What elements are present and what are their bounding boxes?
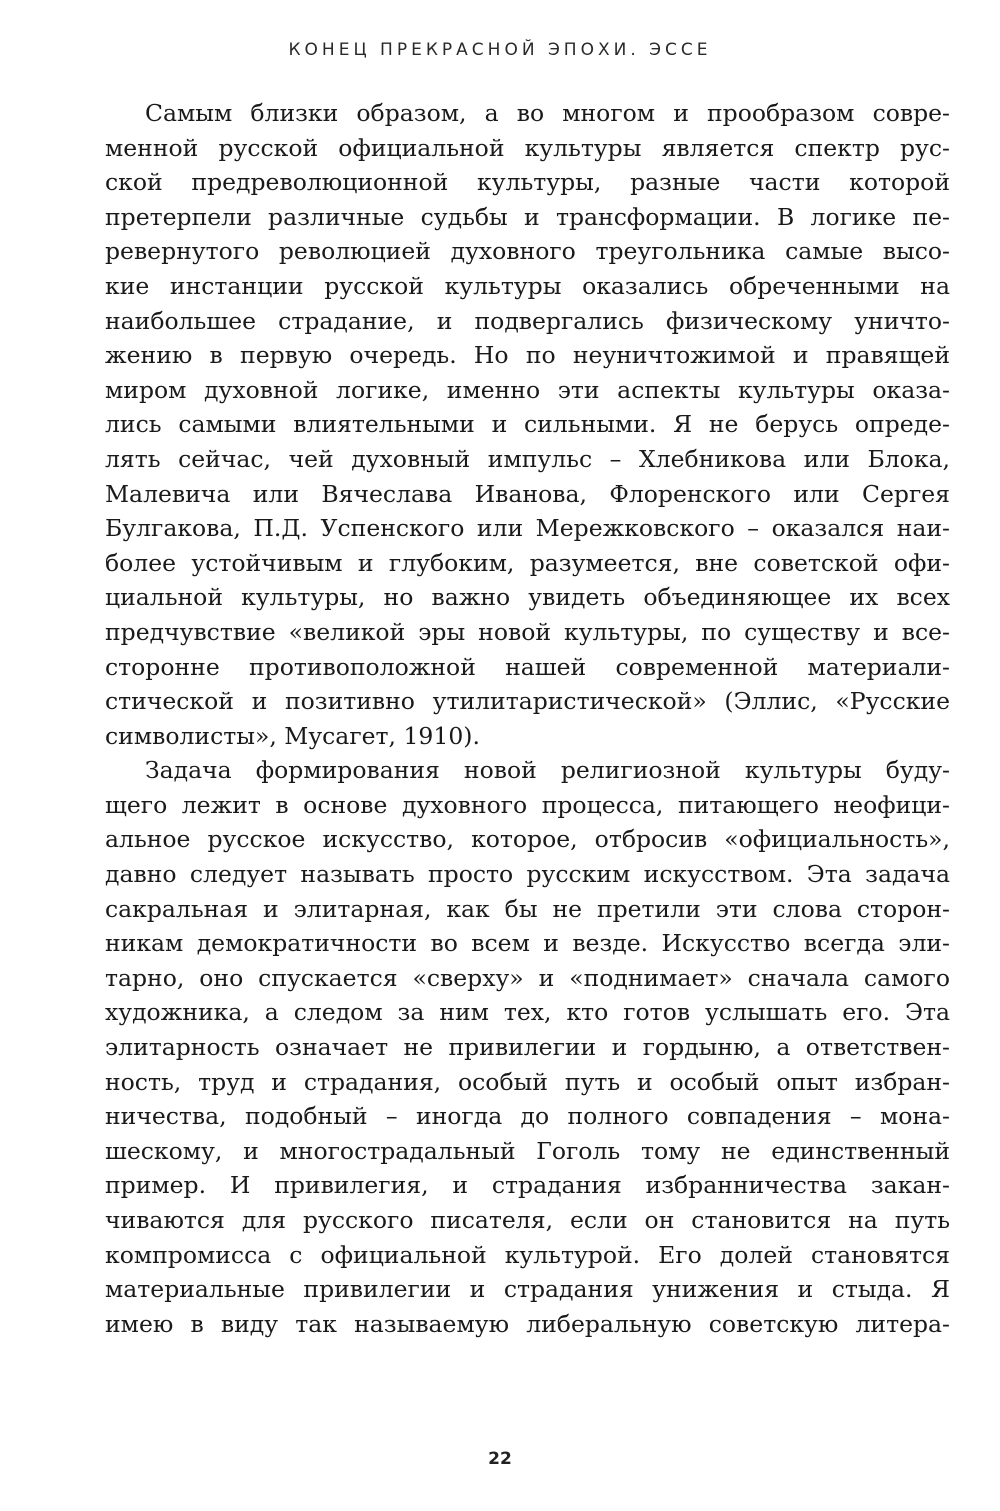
text-line: тарно, оно спускается «сверху» и «поднимает» сначала самого [105, 963, 950, 992]
text-line: жению в первую очередь. Но по неуничтожимой и правящей [105, 341, 950, 370]
text-line: Самым близки образом, а во многом и прообразом совре- [145, 99, 950, 127]
text-line: имею в виду так называемую либеральную советскую литера- [105, 1309, 950, 1338]
text-line: лять сейчас, чей духовный импульс – Хлебникова или Блока, [105, 444, 950, 473]
text-line: компромисса с официальной культурой. Его долей становятся [105, 1240, 950, 1269]
text-line: ской предреволюционной культуры, разные части которой [105, 168, 950, 197]
text-line: циальной культуры, но важно увидеть объединяющее их всех [105, 583, 950, 612]
running-head: КОНЕЦ ПРЕКРАСНОЙ ЭПОХИ. ЭССЕ [288, 40, 712, 60]
page-number: 22 [488, 1449, 512, 1469]
text-line: Задача формирования новой религиозной культуры буду- [145, 756, 950, 785]
text-line: менной русской официальной культуры является спектр рус- [105, 133, 950, 162]
text-line: пример. И привилегия, и страдания избранничества закан- [105, 1171, 950, 1200]
text-line: никам демократичности во всем и везде. Искусство всегда эли- [105, 929, 950, 958]
text-line: наибольшее страдание, и подвергались физическому уничто- [105, 306, 950, 335]
paragraph-2 [105, 753, 950, 1341]
text-line: сакральная и элитарная, как бы не претили эти слова сторон- [105, 894, 950, 923]
text-line: материальные привилегии и страдания унижения и стыда. Я [105, 1275, 950, 1304]
text-line: ревернутого революцией духовного треугольника самые высо- [105, 237, 950, 266]
text-line: альное русское искусство, которое, отбросив «официальность», [105, 825, 950, 854]
text-line: символисты», Мусагет, 1910). [105, 721, 480, 750]
text-line: ность, труд и страдания, особый путь и особый опыт избран- [105, 1067, 950, 1096]
text-line: щего лежит в основе духовного процесса, питающего неофици- [105, 790, 950, 819]
body-text [105, 96, 950, 1341]
text-line: ничества, подобный – иногда до полного совпадения – мона- [105, 1102, 950, 1131]
text-line: предчувствие «великой эры новой культуры, по существу и все- [105, 617, 950, 646]
text-line: Булгакова, П.Д. Успенского или Мережковского – оказался наи- [105, 514, 950, 543]
text-line: миром духовной логике, именно эти аспекты культуры оказа- [105, 375, 950, 404]
text-line: давно следует называть просто русским искусством. Эта задача [105, 860, 950, 889]
text-line: элитарность означает не привилегии и гордыню, а ответствен- [105, 1033, 950, 1062]
text-line: шескому, и многострадальный Гоголь тому не единственный [105, 1136, 950, 1165]
text-line: сторонне противоположной нашей современной материали- [105, 652, 950, 681]
text-line: кие инстанции русской культуры оказались обреченными на [105, 271, 950, 300]
text-line: Малевича или Вячеслава Иванова, Флоренского или Сергея [105, 479, 950, 508]
text-line: лись самыми влиятельными и сильными. Я не берусь опреде- [105, 410, 950, 439]
text-line: чиваются для русского писателя, если он становится на путь [105, 1206, 950, 1234]
text-line: более устойчивым и глубоким, разумеется, вне советской офи- [105, 548, 950, 577]
paragraph-1 [105, 96, 950, 753]
text-line: претерпели различные судьбы и трансформации. В логике пе- [105, 202, 950, 231]
text-line: художника, а следом за ним тех, кто готов услышать его. Эта [105, 998, 950, 1027]
text-line: стической и позитивно утилитаристической» (Эллис, «Русские [105, 687, 950, 716]
